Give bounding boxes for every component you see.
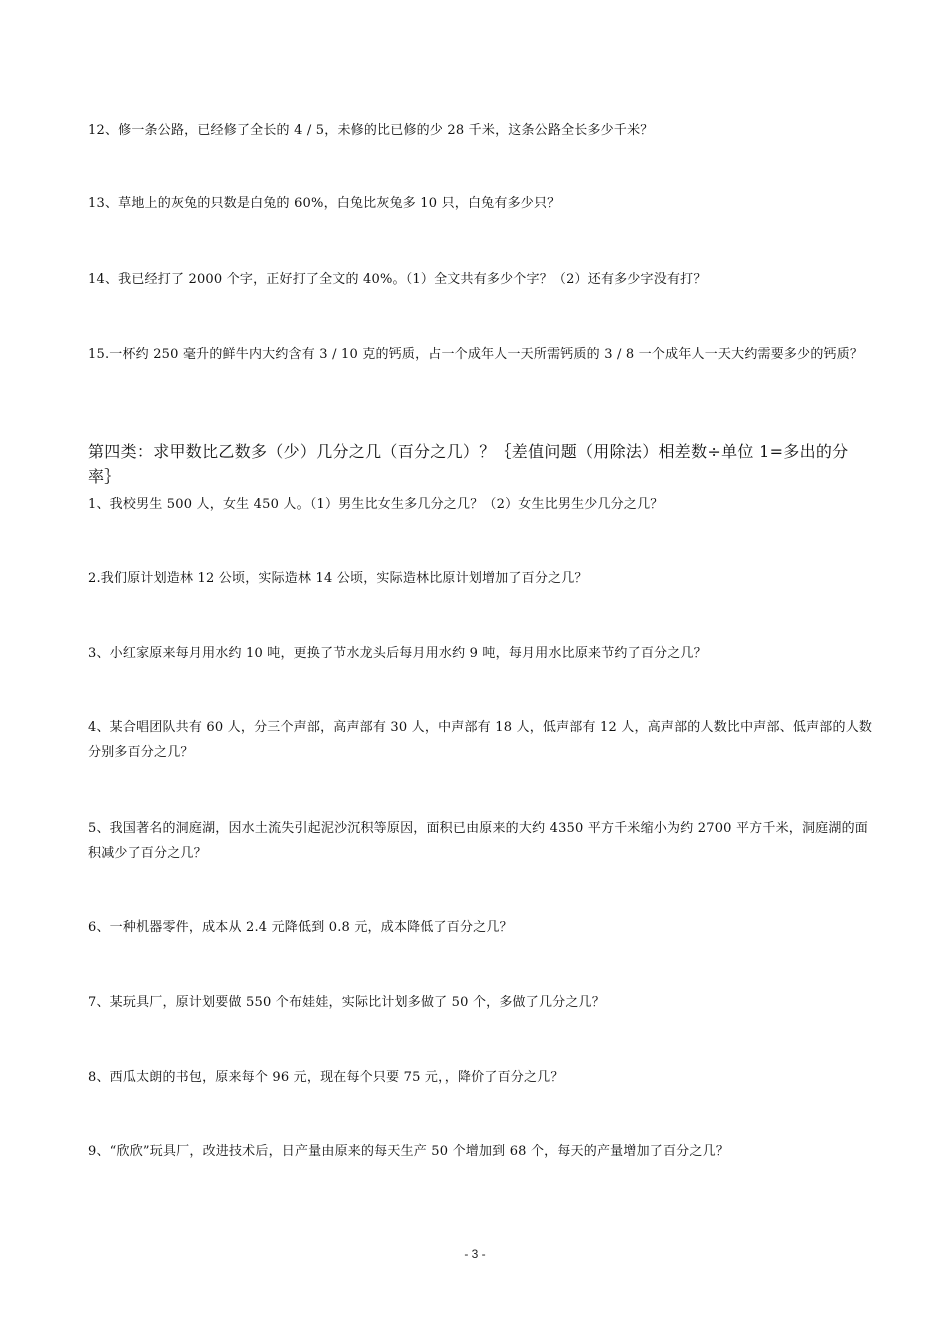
question-13: 13、草地上的灰兔的只数是白兔的 60%，白兔比灰兔多 10 只，白兔有多少只？ — [88, 196, 561, 211]
question-14: 14、我已经打了 2000 个字，正好打了全文的 40%。（1）全文共有多少个字？（2）还有多少字没有打？ — [88, 272, 707, 287]
question-15: 15.一杯约 250 毫升的鲜牛内大约含有 3 / 10 克的钙质，占一个成年人一天所需钙质的 3 / 8 一个成年人一天大约需要多少的钙质？ — [88, 347, 864, 362]
question-4-2: 2.我们原计划造林 12 公顷，实际造林 14 公顷，实际造林比原计划增加了百分之几？ — [88, 571, 588, 586]
section-4-heading: 第四类：求甲数比乙数多（少）几分之几（百分之几）？｛差值问题（用除法）相差数÷单位 1=多出的分率｝ — [88, 442, 849, 486]
question-4-6: 6、一种机器零件，成本从 2.4 元降低到 0.8 元，成本降低了百分之几？ — [88, 920, 513, 935]
page-number: - 3 - — [464, 1247, 486, 1261]
question-4-1: 1、我校男生 500 人，女生 450 人。（1）男生比女生多几分之几？（2）女生比男生少几分之几？ — [88, 497, 664, 512]
question-4-7: 7、某玩具厂，原计划要做 550 个布娃娃，实际比计划多做了 50 个，多做了几分之几？ — [88, 995, 605, 1010]
question-4-3: 3、小红家原来每月用水约 10 吨，更换了节水龙头后每月用水约 9 吨，每月用水比原来节约了百分之几？ — [88, 646, 707, 661]
question-4-4: 4、某合唱团队共有 60 人，分三个声部，高声部有 30 人，中声部有 18 人，低声部有 12 人，高声部的人数比中声部、低声部的人数分别多百分之几？ — [88, 720, 873, 760]
question-4-9: 9、“欣欣”玩具厂，改进技术后，日产量由原来的每天生产 50 个增加到 68 个，每天的产量增加了百分之几？ — [88, 1144, 729, 1159]
question-12: 12、修一条公路，已经修了全长的 4 / 5，未修的比已修的少 28 千米，这条公路全长多少千米？ — [88, 123, 654, 138]
question-4-5: 5、我国著名的洞庭湖，因水土流失引起泥沙沉积等原因，面积已由原来的大约 4350 平方千米缩小为约 2700 平方千米，洞庭湖的面积减少了百分之几？ — [88, 821, 868, 861]
question-4-8: 8、西瓜太朗的书包，原来每个 96 元，现在每个只要 75 元，，降价了百分之几？ — [88, 1070, 564, 1085]
